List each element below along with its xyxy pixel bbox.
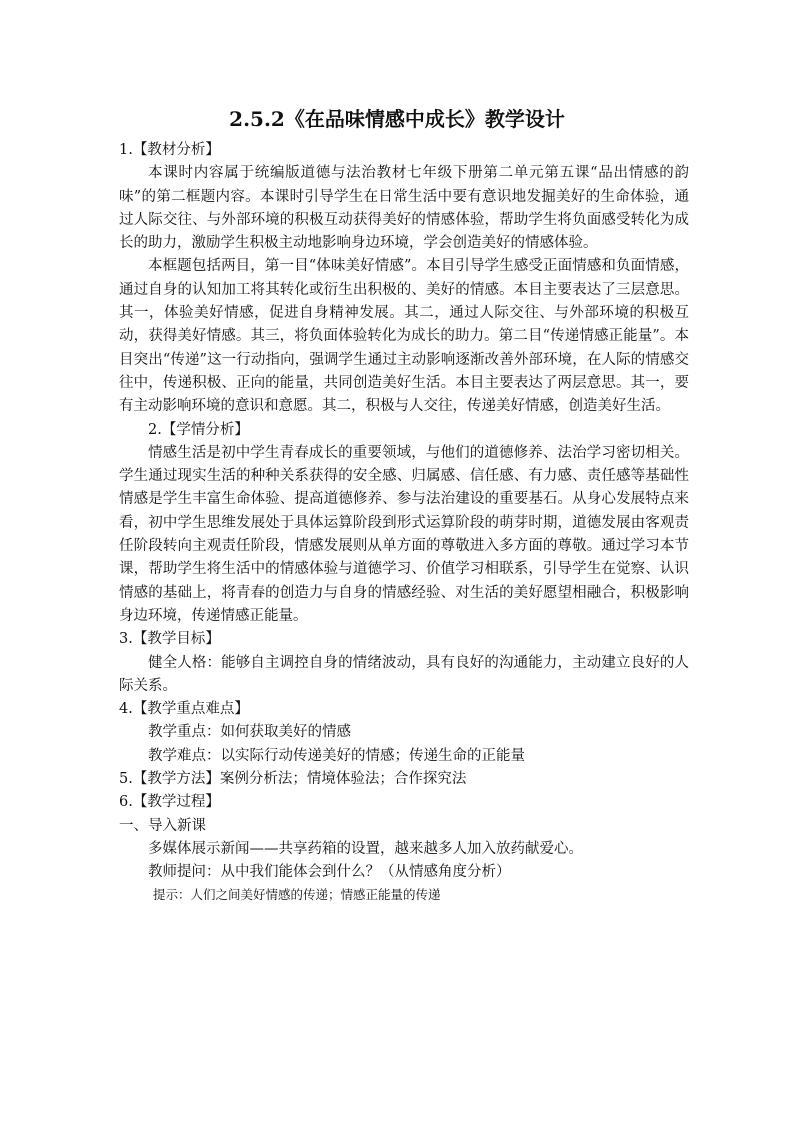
section-heading-learner-analysis: 2.【学情分析】 [148, 421, 249, 438]
paragraph: 情感生活是初中学生青春成长的重要领域，与他们的道德修养、法治学习密切相关。学生通过现实生活的种种关系获得的安全感、归属感、信任感、有力感、责任感等基础性情感是学生丰富生命体验、提高道德修养、参与法治建设的重要基石。从身心发展特点来看，初中学生思维发展处于具体运算阶段到形式运算阶段的萌芽时期，道德发展由客观责任阶段转向主观责任阶段，情感发展则从单方面的尊敬进入多方面的尊敬。通过学习本节课，帮助学生将生活中的情感体验与道德学习、价值学习相联系，引导学生在觉察、认识情感的基础上，将青春的创造力与自身的情感经验、对生活的美好愿望相融合，积极影响身边环境，传递情感正能量。 [119, 444, 689, 624]
section-heading-textbook-analysis: 1.【教材分析】 [119, 142, 220, 158]
section-heading-teaching-methods: 5.【教学方法】案例分析法；情境体验法；合作探究法 [119, 771, 467, 788]
hint-text: 提示：人们之间美好情感的传递；情感正能量的传递 [153, 886, 441, 902]
paragraph: 本课时内容属于统编版道德与法治教材七年级下册第二单元第五课“品出情感的韵味”的第二框题内容。本课时引导学生在日常生活中要有意识地发掘美好的生命体验，通过人际交往、与外部环境的积极互动获得美好的情感体验，帮助学生将负面感受转化为成长的助力，激励学生积极主动地影响身边环境，学会创造美好的情感体验。 [119, 165, 689, 252]
section-heading-teaching-objectives: 3.【教学目标】 [119, 631, 220, 648]
section-heading-key-difficult-points: 4.【教学重点难点】 [119, 701, 249, 718]
teaching-difficult-point: 教学难点：以实际行动传递美好的情感；传递生命的正能量 [148, 747, 525, 764]
teaching-key-point: 教学重点：如何获取美好的情感 [148, 724, 351, 741]
section-heading-teaching-process: 6.【教学过程】 [119, 794, 220, 811]
paragraph: 本框题包括两目，第一目“体味美好情感”。本目引导学生感受正面情感和负面情感，通过自身的认知加工将其转化或衍生出积极的、美好的情感。本目主要表达了三层意思。其一，体验美好情感，促进自身精神发展。其二，通过人际交往、与外部环境的积极互动，获得美好情感。其三，将负面体验转化为成长的助力。第二目“传递情感正能量”。本目突出“传递”这一行动指向，强调学生通过主动影响逐渐改善外部环境，在人际的情感交往中，传递积极、正向的能量，共同创造美好生活。本目主要表达了两层意思。其一，要有主动影响环境的意识和意愿。其二，积极与人交往，传递美好情感，创造美好生活。 [119, 258, 689, 415]
list-item: 多媒体展示新闻——共享药箱的设置，越来越多人加入放药献爱心。 [148, 840, 583, 857]
subsection-heading-introduction: 一、导入新课 [119, 817, 206, 834]
document-title: 2.5.2《在品味情感中成长》教学设计 [229, 107, 565, 131]
paragraph: 健全人格：能够自主调控自身的情绪波动，具有良好的沟通能力，主动建立良好的人际关系。 [119, 654, 689, 694]
list-item: 教师提问：从中我们能体会到什么？（从情感角度分析） [148, 864, 511, 881]
document-body [119, 139, 689, 905]
